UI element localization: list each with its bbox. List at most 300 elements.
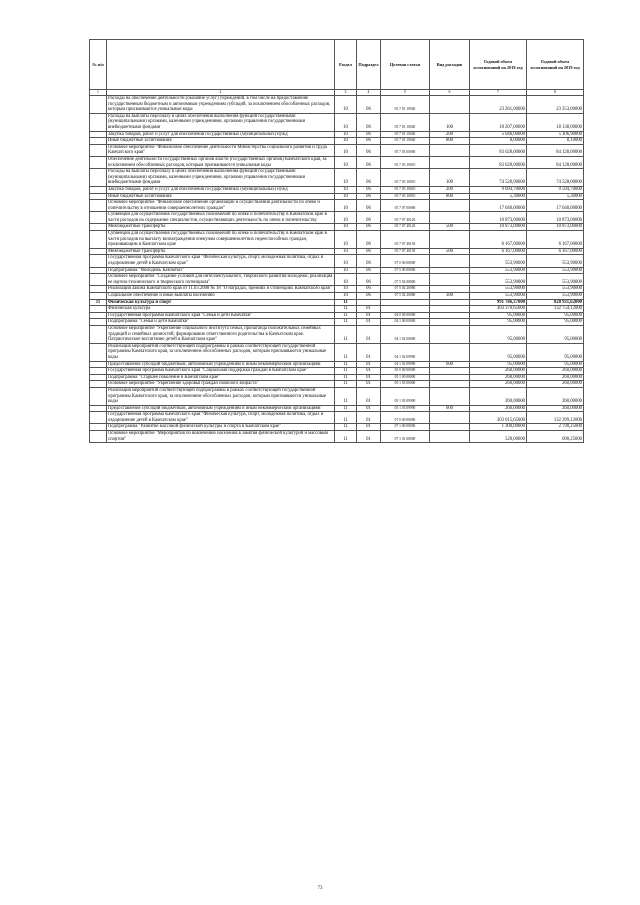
amount-2018-cell: 303 015,65000	[470, 412, 527, 424]
podrazdel-cell: 06	[357, 286, 381, 293]
row-name-cell: Подпрограмма "Семья и дети Камчатки"	[107, 319, 335, 326]
amount-2019-cell: 95,00000	[527, 361, 584, 368]
target-article-cell: 07 5 02 20080	[381, 293, 430, 300]
table-row	[90, 306, 584, 313]
amount-2019-cell: 74 528,00000	[527, 169, 584, 187]
table-row	[90, 186, 584, 193]
row-name-cell: Закупка товаров, работ и услуг для обеспечения государственных (муниципальных) нужд	[107, 186, 335, 193]
amount-2019-cell: 260,00000	[527, 368, 584, 375]
row-name-cell: Закупка товаров, работ и услуг для обеспечения государственных (муниципальных) нужд	[107, 131, 335, 138]
amount-2018-cell: 260,00000	[470, 381, 527, 388]
podrazdel-cell: 01	[357, 412, 381, 424]
amount-2019-cell: 260,00000	[527, 374, 584, 381]
row-number-cell	[90, 405, 107, 412]
amount-2019-cell: 132 754,12000	[527, 306, 584, 313]
table-row	[90, 293, 584, 300]
table-row	[90, 200, 584, 212]
table-row	[90, 412, 584, 424]
podrazdel-cell: 06	[357, 96, 381, 114]
expense-type-cell	[430, 312, 470, 319]
expense-type-cell: 500	[430, 248, 470, 255]
budget-table	[89, 39, 584, 443]
row-name-cell: Обеспечение деятельности государственных органов власти (государственных органов) Камчатского края, за исключением обособленных расходов, которым присваиваются уникальные коды	[107, 156, 335, 168]
podrazdel-cell: 01	[357, 374, 381, 381]
podrazdel-cell: 06	[357, 248, 381, 255]
row-number-cell	[90, 138, 107, 145]
podrazdel-cell: 06	[357, 231, 381, 249]
row-number-cell	[90, 319, 107, 326]
page-number: 73	[317, 886, 323, 891]
amount-2018-cell: 553,90000	[470, 267, 527, 274]
row-number-cell	[90, 248, 107, 255]
target-article-cell: 07 5 02 20080	[381, 286, 430, 293]
target-article-cell: 05 7 07 40120	[381, 212, 430, 224]
row-name-cell: Физическая культура и спорт	[107, 299, 335, 306]
podrazdel-cell: 06	[357, 212, 381, 224]
header-amount-2019: Годовой объем ассигнований на 2019 год	[527, 40, 584, 90]
table-row	[90, 319, 584, 326]
amount-2019-cell: 260,00000	[527, 387, 584, 405]
razdel-cell: 11	[335, 325, 357, 343]
amount-2018-cell: 83 628,00000	[470, 144, 527, 156]
razdel-cell: 11	[335, 405, 357, 412]
row-name-cell: Расходы на обеспечение деятельности (оказание услуг) учреждений, в том числе на предоставление государственным бюджетным и автономным учреждениям субсидий, за исключением обособленных расходов, которым присваиваются уникальные коды	[107, 96, 335, 114]
razdel-cell: 11	[335, 312, 357, 319]
amount-2019-cell: 553,90000	[527, 267, 584, 274]
target-article-cell: 05 7 03 10010	[381, 193, 430, 200]
razdel-cell: 11	[335, 319, 357, 326]
razdel-cell: 11	[335, 374, 357, 381]
razdel-cell: 11	[335, 381, 357, 388]
podrazdel-cell: 06	[357, 186, 381, 193]
row-name-cell: Основное мероприятие "Финансовое обеспечение организации и осуществления деятельности по опеке и попечительству в отношении совершеннолетних граждан"	[107, 200, 335, 212]
amount-2018-cell: 95,00000	[470, 343, 527, 361]
expense-type-cell	[430, 381, 470, 388]
amount-2019-cell: 23 253,00000	[527, 96, 584, 114]
row-number-cell	[90, 224, 107, 231]
podrazdel-cell: 01	[357, 312, 381, 319]
amount-2019-cell: 95,00000	[527, 319, 584, 326]
expense-type-cell	[430, 424, 470, 431]
table-row	[90, 212, 584, 224]
row-name-cell: Межбюджетные трансферты	[107, 248, 335, 255]
amount-2018-cell: 260,00000	[470, 374, 527, 381]
amount-2019-cell: 132 399,12000	[527, 412, 584, 424]
table-header-row	[90, 40, 584, 90]
table-row	[90, 381, 584, 388]
podrazdel-cell: 01	[357, 431, 381, 443]
amount-2018-cell: 5 046,00000	[470, 131, 527, 138]
header-num: № п/п	[90, 40, 107, 90]
row-name-cell: Основное мероприятие "Укрепление здоровья граждан пожилого возраста"	[107, 381, 335, 388]
row-name-cell: Социальное обеспечение и иные выплаты населению	[107, 293, 335, 300]
row-name-cell: Иные бюджетные ассигнования	[107, 193, 335, 200]
column-index-cell: 4	[357, 90, 381, 96]
row-number-cell	[90, 255, 107, 267]
table-row	[90, 193, 584, 200]
razdel-cell: 11	[335, 368, 357, 375]
row-number-cell	[90, 312, 107, 319]
razdel-cell: 11	[335, 343, 357, 361]
target-article-cell: 05 7 07 40150	[381, 248, 430, 255]
row-number-cell	[90, 368, 107, 375]
target-article-cell: 05 7 07 00000	[381, 200, 430, 212]
expense-type-cell: 500	[430, 224, 470, 231]
amount-2018-cell: 991 786,37000	[470, 299, 527, 306]
target-article-cell: 04 1 02 00000	[381, 325, 430, 343]
table-row	[90, 312, 584, 319]
amount-2018-cell: 18 207,00000	[470, 113, 527, 131]
expense-type-cell	[430, 343, 470, 361]
table-row	[90, 169, 584, 187]
target-article-cell: 05 7 03 00000	[381, 144, 430, 156]
podrazdel-cell: 01	[357, 343, 381, 361]
podrazdel-cell: 06	[357, 274, 381, 286]
row-name-cell: Физическая культура	[107, 306, 335, 313]
amount-2018-cell: 95,00000	[470, 319, 527, 326]
row-number-cell	[90, 424, 107, 431]
podrazdel-cell: 06	[357, 113, 381, 131]
podrazdel-cell: 01	[357, 325, 381, 343]
row-name-cell: Основное мероприятие "Финансовое обеспечение деятельности Министерства социального развития и труда Камчатского края"	[107, 144, 335, 156]
razdel-cell: 10	[335, 274, 357, 286]
expense-type-cell	[430, 267, 470, 274]
podrazdel-cell: 06	[357, 193, 381, 200]
target-article-cell: 05 1 03 00000	[381, 381, 430, 388]
razdel-cell: 10	[335, 286, 357, 293]
expense-type-cell	[430, 274, 470, 286]
row-name-cell: Государственная программа Камчатского края "Физическая культура, спорт, молодежная политика, отдых и оздоровление детей в Камчатском крае"	[107, 412, 335, 424]
podrazdel-cell: 01	[357, 361, 381, 368]
podrazdel-cell: 06	[357, 138, 381, 145]
amount-2019-cell: 17 040,00000	[527, 200, 584, 212]
expense-type-cell: 200	[430, 131, 470, 138]
amount-2019-cell: 5 106,90000	[527, 131, 584, 138]
amount-2019-cell: 10 873,00000	[527, 224, 584, 231]
expense-type-cell: 600	[430, 405, 470, 412]
table-body	[90, 90, 584, 443]
row-name-cell: Иные бюджетные ассигнования	[107, 138, 335, 145]
razdel-cell: 11	[335, 431, 357, 443]
expense-type-cell	[430, 387, 470, 405]
amount-2018-cell: 260,00000	[470, 405, 527, 412]
expense-type-cell: 200	[430, 186, 470, 193]
row-name-cell: Предоставление субсидий бюджетным, автономным учреждениям и иным некоммерческим организациям	[107, 405, 335, 412]
header-razdel: Раздел	[335, 40, 357, 90]
podrazdel-cell: 06	[357, 293, 381, 300]
target-article-cell: 05 7 01 10040	[381, 96, 430, 114]
podrazdel-cell: 01	[357, 387, 381, 405]
target-article-cell: 05 7 07 40150	[381, 231, 430, 249]
row-name-cell: Государственная программа Камчатского края "Семья и дети Камчатки"	[107, 312, 335, 319]
table-row	[90, 325, 584, 343]
row-number-cell	[90, 325, 107, 343]
razdel-cell: 10	[335, 96, 357, 114]
table-row	[90, 113, 584, 131]
podrazdel-cell: 01	[357, 381, 381, 388]
amount-2018-cell: 74 528,00000	[470, 169, 527, 187]
row-number-cell	[90, 412, 107, 424]
table-row	[90, 361, 584, 368]
amount-2018-cell: 260,00000	[470, 368, 527, 375]
target-article-cell: 05 7 03 10010	[381, 186, 430, 193]
row-number-cell	[90, 131, 107, 138]
table-row	[90, 231, 584, 249]
row-number-cell	[90, 267, 107, 274]
razdel-cell: 10	[335, 193, 357, 200]
amount-2019-cell: 553,90000	[527, 286, 584, 293]
expense-type-cell	[430, 319, 470, 326]
row-name-cell: Реализация Закона Камчатского края от 11.03.2008 № 18 "О наградах, премиях и стипендиях Камчатского края"	[107, 286, 335, 293]
header-podrazdel: Подраздел	[357, 40, 381, 90]
table-row	[90, 267, 584, 274]
table-row	[90, 405, 584, 412]
target-article-cell: 07 1 01 00000	[381, 431, 430, 443]
expense-type-cell	[430, 286, 470, 293]
row-name-cell: Расходы на выплаты персоналу в целях обеспечения выполнения функций государственными (муниципальными) органами, казенными учреждениями, органами управления государственными внебюджетными фондами	[107, 113, 335, 131]
row-name-cell: Подпрограмма "Молодежь Камчатки"	[107, 267, 335, 274]
header-expense-type: Вид расходов	[430, 40, 470, 90]
table-row	[90, 299, 584, 306]
podrazdel-cell: 06	[357, 156, 381, 168]
table-row	[90, 374, 584, 381]
table-row	[90, 156, 584, 168]
amount-2019-cell: 5,30000	[527, 193, 584, 200]
amount-2018-cell: 553,90000	[470, 255, 527, 267]
podrazdel-cell: 01	[357, 306, 381, 313]
podrazdel-cell: 06	[357, 267, 381, 274]
table-row	[90, 131, 584, 138]
target-article-cell: 05 7 07 40120	[381, 224, 430, 231]
amount-2018-cell: 5,30000	[470, 193, 527, 200]
target-article-cell: 05 0 00 00000	[381, 368, 430, 375]
row-name-cell: Реализация мероприятий соответствующей подпрограммы в рамках соответствующей государственной программы Камчатского края, за исключением обособленных расходов, которым присваиваются уникальные коды	[107, 343, 335, 361]
razdel-cell: 10	[335, 248, 357, 255]
razdel-cell: 11	[335, 306, 357, 313]
row-number-cell	[90, 96, 107, 114]
expense-type-cell: 300	[430, 293, 470, 300]
amount-2019-cell: 553,90000	[527, 255, 584, 267]
amount-2018-cell: 83 628,00000	[470, 156, 527, 168]
amount-2019-cell: 9 594,70000	[527, 186, 584, 193]
expense-type-cell	[430, 431, 470, 443]
table-row	[90, 368, 584, 375]
amount-2018-cell: 10 873,00000	[470, 212, 527, 224]
target-article-cell: 07 0 00 00000	[381, 412, 430, 424]
amount-2019-cell: 84 128,00000	[527, 144, 584, 156]
razdel-cell: 10	[335, 224, 357, 231]
row-number-cell	[90, 374, 107, 381]
target-article-cell: 07 5 02 00000	[381, 274, 430, 286]
column-index-cell: 6	[430, 90, 470, 96]
expense-type-cell	[430, 299, 470, 306]
row-number-cell	[90, 293, 107, 300]
amount-2019-cell: 84 128,00000	[527, 156, 584, 168]
razdel-cell: 10	[335, 200, 357, 212]
razdel-cell: 10	[335, 169, 357, 187]
amount-2019-cell: 690,25000	[527, 431, 584, 443]
row-number-cell	[90, 381, 107, 388]
row-name-cell: Субвенции для осуществления государственных полномочий по опеке и попечительству в Камчатском крае в части расходов на содержание специалистов, осуществляющих деятельность по опеке и попечительству	[107, 212, 335, 224]
amount-2018-cell: 1 300,00000	[470, 424, 527, 431]
expense-type-cell	[430, 255, 470, 267]
target-article-cell: 04 1 00 00000	[381, 319, 430, 326]
expense-type-cell: 100	[430, 113, 470, 131]
table-row	[90, 424, 584, 431]
amount-2018-cell: 260,00000	[470, 387, 527, 405]
row-number-cell	[90, 231, 107, 249]
row-number-cell	[90, 306, 107, 313]
razdel-cell: 10	[335, 231, 357, 249]
razdel-cell: 10	[335, 267, 357, 274]
amount-2019-cell: 2 790,25000	[527, 424, 584, 431]
amount-2019-cell: 553,90000	[527, 293, 584, 300]
amount-2018-cell: 23 261,00000	[470, 96, 527, 114]
row-name-cell: Основное мероприятие "Укрепление социального института семьи, пропаганда положительных семейных традиций и семейных ценностей, формирование ответственного родительства в Камчатском крае. Патриотическое воспитание детей в Камчатском крае"	[107, 325, 335, 343]
table-row	[90, 96, 584, 114]
amount-2019-cell: 260,00000	[527, 381, 584, 388]
row-name-cell: Государственная программа Камчатского края "Социальная поддержка граждан в Камчатском крае"	[107, 368, 335, 375]
amount-2019-cell: 6 167,00000	[527, 248, 584, 255]
amount-2018-cell: 303 370,65000	[470, 306, 527, 313]
amount-2019-cell: 6 167,00000	[527, 231, 584, 249]
expense-type-cell: 100	[430, 169, 470, 187]
amount-2019-cell: 828 931,62000	[527, 299, 584, 306]
target-article-cell: 04 1 02 09990	[381, 361, 430, 368]
table-row	[90, 274, 584, 286]
razdel-cell: 10	[335, 156, 357, 168]
target-article-cell: 04 1 02 09990	[381, 343, 430, 361]
row-number-cell	[90, 169, 107, 187]
row-number-cell	[90, 193, 107, 200]
column-index-cell: 3	[335, 90, 357, 96]
column-index-cell: 1	[90, 90, 107, 96]
amount-2019-cell: 553,90000	[527, 274, 584, 286]
row-number-cell	[90, 274, 107, 286]
row-number-cell	[90, 200, 107, 212]
table-row	[90, 144, 584, 156]
target-article-cell: 05 7 01 10040	[381, 113, 430, 131]
amount-2018-cell: 520,00000	[470, 431, 527, 443]
target-article-cell	[381, 299, 430, 306]
amount-2019-cell: 260,00000	[527, 405, 584, 412]
column-index-cell: 2	[107, 90, 335, 96]
row-number-cell	[90, 156, 107, 168]
amount-2019-cell: 95,00000	[527, 325, 584, 343]
row-number-cell	[90, 113, 107, 131]
expense-type-cell	[430, 412, 470, 424]
amount-2018-cell: 553,90000	[470, 293, 527, 300]
target-article-cell: 05 7 01 10040	[381, 131, 430, 138]
header-amount-2018: Годовой объем ассигнований на 2018 год	[470, 40, 527, 90]
expense-type-cell	[430, 368, 470, 375]
row-name-cell: Реализация мероприятий соответствующей подпрограммы в рамках соответствующей государственной программы Камчатского края, за исключением обособленных расходов, которым присваиваются уникальные коды	[107, 387, 335, 405]
expense-type-cell	[430, 306, 470, 313]
amount-2018-cell: 8,00000	[470, 138, 527, 145]
amount-2019-cell: 95,00000	[527, 312, 584, 319]
target-article-cell: 05 7 03 10010	[381, 156, 430, 168]
amount-2018-cell: 553,90000	[470, 274, 527, 286]
razdel-cell: 11	[335, 299, 357, 306]
amount-2018-cell: 95,00000	[470, 312, 527, 319]
table-row	[90, 387, 584, 405]
row-name-cell: Субвенции для осуществления государственных полномочий по опеке и попечительству в Камчатском крае в части расходов на выплату вознаграждения опекунам совершеннолетних недееспособных граждан, проживающим в Камчатском крае	[107, 231, 335, 249]
razdel-cell: 10	[335, 131, 357, 138]
header-target-article: Целевая статья	[381, 40, 430, 90]
podrazdel-cell: 06	[357, 131, 381, 138]
table-row	[90, 343, 584, 361]
target-article-cell: 05 1 03 09990	[381, 387, 430, 405]
podrazdel-cell	[357, 299, 381, 306]
column-index-cell: 7	[470, 90, 527, 96]
podrazdel-cell: 01	[357, 405, 381, 412]
amount-2019-cell: 95,00000	[527, 343, 584, 361]
table-row	[90, 286, 584, 293]
row-number-cell	[90, 387, 107, 405]
row-name-cell: Межбюджетные трансферты	[107, 224, 335, 231]
razdel-cell: 10	[335, 186, 357, 193]
expense-type-cell	[430, 231, 470, 249]
table-row	[90, 138, 584, 145]
row-number-cell: 11	[90, 299, 107, 306]
podrazdel-cell: 06	[357, 224, 381, 231]
amount-2018-cell: 6 167,00000	[470, 248, 527, 255]
target-article-cell: 05 7 03 10010	[381, 169, 430, 187]
row-number-cell	[90, 343, 107, 361]
expense-type-cell: 800	[430, 193, 470, 200]
razdel-cell: 11	[335, 387, 357, 405]
expense-type-cell	[430, 325, 470, 343]
row-number-cell	[90, 212, 107, 224]
amount-2019-cell: 8,10000	[527, 138, 584, 145]
row-name-cell: Основное мероприятие "Создание условий для интеллектуального, творческого развития молодежи, реализация ее научно-технического и творческого потенциала"	[107, 274, 335, 286]
expense-type-cell	[430, 200, 470, 212]
podrazdel-cell: 06	[357, 169, 381, 187]
row-name-cell: Подпрограмма "Старшее поколение в Камчатском крае"	[107, 374, 335, 381]
row-name-cell: Предоставление субсидий бюджетным, автономным учреждениям и иным некоммерческим организациям	[107, 361, 335, 368]
razdel-cell: 10	[335, 212, 357, 224]
podrazdel-cell: 06	[357, 144, 381, 156]
table-row	[90, 224, 584, 231]
target-article-cell: 07 1 00 00000	[381, 424, 430, 431]
row-name-cell: Подпрограмма "Развитие массовой физической культуры и спорта в Камчатском крае"	[107, 424, 335, 431]
razdel-cell: 10	[335, 255, 357, 267]
column-index-cell: 8	[527, 90, 584, 96]
table-row	[90, 255, 584, 267]
target-article-cell: 04 0 00 00000	[381, 312, 430, 319]
expense-type-cell	[430, 156, 470, 168]
amount-2018-cell: 95,00000	[470, 325, 527, 343]
amount-2018-cell: 17 040,00000	[470, 200, 527, 212]
podrazdel-cell: 01	[357, 424, 381, 431]
table-row	[90, 431, 584, 443]
amount-2019-cell: 18 138,00000	[527, 113, 584, 131]
target-article-cell: 07 5 00 00000	[381, 267, 430, 274]
amount-2018-cell: 95,00000	[470, 361, 527, 368]
row-name-cell: Расходы на выплаты персоналу в целях обеспечения выполнения функций государственными (муниципальными) органами, казенными учреждениями, органами управления государственными внебюджетными фондами	[107, 169, 335, 187]
row-number-cell	[90, 361, 107, 368]
target-article-cell: 05 1 03 09990	[381, 405, 430, 412]
row-number-cell	[90, 144, 107, 156]
row-name-cell: Основное мероприятие "Мероприятия по вовлечению населения в занятия физической культурой и массовым спортом"	[107, 431, 335, 443]
row-number-cell	[90, 431, 107, 443]
razdel-cell: 11	[335, 361, 357, 368]
target-article-cell: 07 0 00 00000	[381, 255, 430, 267]
podrazdel-cell: 01	[357, 319, 381, 326]
target-article-cell: 05 1 00 00000	[381, 374, 430, 381]
column-index-cell: 5	[381, 90, 430, 96]
expense-type-cell: 600	[430, 361, 470, 368]
